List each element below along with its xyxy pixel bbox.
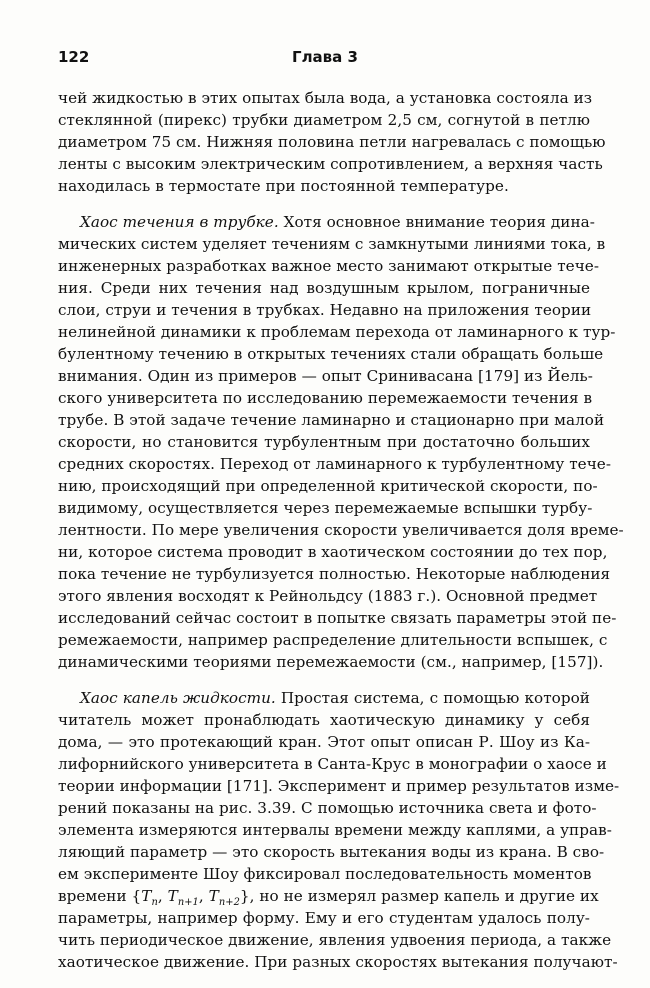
math-subscript: n+2	[218, 897, 240, 909]
text-line: нию, происходящий при определенной критической скорости, по-	[58, 477, 598, 495]
text-line: динамическими теориями перемежаемости (см., например, [157]).	[58, 653, 604, 671]
text-line: хаотическое движение. При разных скоростях вытекания получают-	[58, 953, 618, 971]
page-header	[58, 48, 592, 72]
math-symbol: T	[167, 887, 178, 905]
text-span: }, но не измерял размер капель и другие их	[239, 887, 599, 905]
text-line	[80, 211, 595, 233]
text-line: ленты с высоким электрическим сопротивлением, а верхняя часть	[58, 155, 603, 173]
text-line: лентности. По мере увеличения скорости увеличивается доля време-	[58, 521, 624, 539]
text-line-time-sequence: времени {$T_n$, $T_{n+1}$, $T_{n+2}$}, но не измерял размер капель и другие их	[58, 887, 599, 909]
math-T-n1	[167, 887, 199, 909]
text-line: ского университета по исследованию перемежаемости течения в	[58, 389, 593, 407]
text-line: скорости, но становится турбулентным при достаточно больших	[58, 433, 590, 451]
text-line: внимания. Один из примеров — опыт Сринивасана [179] из Йель-	[58, 367, 593, 385]
text-span: Простая система, с помощью которой	[275, 689, 590, 707]
section-heading-pipe-flow-chaos: Хаос течения в трубке.	[80, 213, 279, 231]
text-line: стеклянной (пирекс) трубки диаметром 2,5 см, согнутой в петлю	[58, 111, 590, 129]
text-line: лифорнийского университета в Санта-Крус в монографии о хаосе и	[58, 755, 607, 773]
math-T-n2	[208, 887, 240, 909]
text-line: инженерных разработках важное место занимают открытые тече-	[58, 257, 600, 275]
text-line: теории информации [171]. Эксперимент и пример результатов изме-	[58, 777, 620, 795]
text-line: находилась в термостате при постоянной температуре.	[58, 177, 509, 195]
text-line: рений показаны на рис. 3.39. С помощью источника света и фото-	[58, 799, 597, 817]
text-line: слои, струи и течения в трубках. Недавно на приложения теории	[58, 301, 592, 319]
text-line: диаметром 75 см. Нижняя половина петли нагревалась с помощью	[58, 133, 606, 151]
text-line	[80, 687, 590, 709]
text-line: булентному течению в открытых течениях стали обращать больше	[58, 345, 604, 363]
text-line: мических систем уделяет течениям с замкнутыми линиями тока, в	[58, 235, 606, 253]
text-line: ремежаемости, например распределение длительности вспышек, с	[58, 631, 608, 649]
text-line: чить периодическое движение, явления удвоения периода, а также	[58, 931, 612, 949]
text-line: читатель может пронаблюдать хаотическую динамику у себя	[58, 711, 590, 729]
text-line: ни, которое система проводит в хаотическом состоянии до тех пор,	[58, 543, 608, 561]
math-symbol: T	[208, 887, 219, 905]
text-line: чей жидкостью в этих опытах была вода, а установка состояла из	[58, 89, 593, 107]
text-line: ляющий параметр — это скорость вытекания воды из крана. В сво-	[58, 843, 605, 861]
section-heading-dripping-faucet-chaos: Хаос капель жидкости.	[80, 689, 276, 707]
text-line: пока течение не турбулизуется полностью. Некоторые наблюдения	[58, 565, 611, 583]
text-line: видимому, осуществляется через перемежаемые вспышки турбу-	[58, 499, 593, 517]
math-symbol: T	[141, 887, 152, 905]
text-line: ния. Среди них течения над воздушным крылом, пограничные	[58, 279, 590, 297]
math-T-n	[141, 887, 158, 909]
math-subscript: n	[151, 897, 158, 909]
text-line: дома, — это протекающий кран. Этот опыт описан Р. Шоу из Ка-	[58, 733, 590, 751]
text-line: элемента измеряются интервалы времени между каплями, а управ-	[58, 821, 612, 839]
text-line: средних скоростях. Переход от ламинарного к турбулентному тече-	[58, 455, 612, 473]
text-line: нелинейной динамики к проблемам перехода от ламинарного к тур-	[58, 323, 616, 341]
text-span: времени {	[58, 887, 142, 905]
text-line: параметры, например форму. Ему и его студентам удалось полу-	[58, 909, 590, 927]
text-line: исследований сейчас состоит в попытке связать параметры этой пе-	[58, 609, 617, 627]
running-head: Глава 3	[292, 48, 358, 66]
page-number: 122	[58, 48, 90, 66]
text-line: ем эксперименте Шоу фиксировал последовательность моментов	[58, 865, 592, 883]
text-span: Хотя основное внимание теория дина-	[278, 213, 595, 231]
text-line: этого явления восходят к Рейнольдсу (1883 г.). Основной предмет	[58, 587, 598, 605]
math-subscript: n+1	[177, 897, 199, 909]
text-line: трубе. В этой задаче течение ламинарно и стационарно при малой	[58, 411, 605, 429]
